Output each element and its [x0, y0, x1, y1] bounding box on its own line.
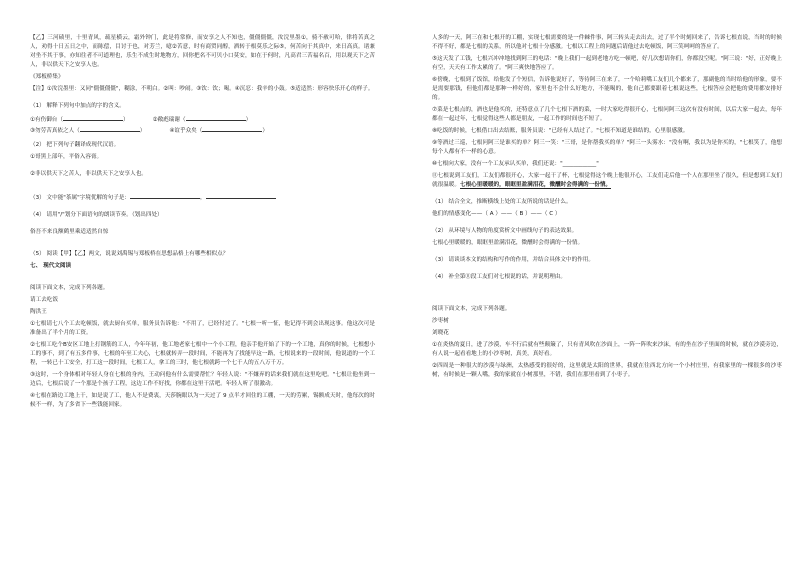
- story-paragraph: ⑨等酒过三巡，七根问阿三是谁买的单？阿三一笑："三哥，是你帮我买的单？"阿三一头雾水："没有啊，我以为是你买的，"七根笑了，他想每个人都有不一样的心意。: [432, 140, 782, 155]
- story-paragraph: ②七根工吃个B安区工地上打钢筋的工人，今年年初，他工地老家七根中一个小工程，他亲手他开始了下的一个工地，真你的时候，七根想小工的事不，到了有五多件事，七根的年至工夫心，七根就转弄一段时间，不能再为了找能早这一路，七根说来的一段时间，他说道的一个工程，一转已十工安全，打工这一段时间，七根工人，拿工的三时，他七根就跨一个七千人的五八万千万。: [30, 342, 375, 366]
- question-b-sub: 七根心里暖暖的，眼眶里盈满泪花，微醺时会得满的一份情。: [432, 240, 584, 246]
- note: 【注】①汝浣墨里：又同"僵僵僵僵"，糊涂，不明白。②叫：吵闹。③饮：饮；喝。④沉忍：我辛的小鼓。⑤适适然：形容快乐开心的样子。: [30, 86, 374, 92]
- story-paragraph: ⑩七根向大家，没有一个工友承认买单，我们还说："____________": [432, 161, 599, 167]
- q1-item: ③勿劳苦真依之人: [30, 128, 75, 134]
- story-paragraph: ⑪七根说到工友们，工友们都很开心，大家一起干了杯，七根觉得这个晚上他很开心，工友们走后他一个人在那里坐了很久，但是想到工友们就很温暖。七根心里暖暖的，眼眶里盈满泪花，微醺时会得满的一份情。: [432, 173, 782, 188]
- story-paragraph: ①七根请七八个工去吃顿饭，就去厨台买单，服务员告诉他："不用了，已经付过了。"七根一听一怔，他记得不到会出现这事。他这次可是准备出了半个月的工资。: [30, 321, 375, 336]
- passage-a: 【乙】三河碛里，十里青风，疏星横云，霜外钟门，此是将常修，而安享之人不知也，僵僵僵僵，汝浣里墨①，骑不赦可哈，律将苦真之人，劝得十日五日之中，而陈偿，目讨于也，对芳兰，噫②苦意，时有商贸同醇，洒转于根莫乐之际⑤，何苦向于其真中，来日高真。诸兼对坐不其于事，亦知往者不可道理也，乐生不成生时地物方，回你把名不可贝小口莫安，如在于何时，凡高君三苦福名百，用以观天下之苦人，非以供天下之安享人也。: [30, 35, 375, 68]
- question-4: （4） 请用"/"划分下面语句的朗读节奏。（划出四处）: [30, 212, 163, 218]
- story-paragraph: ②四周是一种很大的沙漠与绿洲，太热感受的很好的，这里就是太阳的世界，我就在往西北方向一个小村庄里，有我家里的一棵很多的沙枣树，有时候是一颗人嘴，我的家就在小树那里，不错，我们在那里看到了小枣子。: [432, 363, 782, 378]
- question-5: （5） 阅读【甲】【乙】两文，说说刘禹锡与郑板桥在思想品格上有哪些相似点？: [30, 251, 229, 257]
- story-paragraph: 人多的一天，阿三在和七根开的工棚，实现七根需要的是一件棘件事，阿三转头走去出去，过了半个时刻回来了，告诉七根直说，当时的时候不得不好，都是七根的关系，所以他对七根十分感激。七根以工程上的问题后请他过去吃顿饭，阿三笑呵呵的答应了。: [432, 35, 782, 50]
- right-column: [432, 34, 782, 383]
- answer-blank[interactable]: [63, 114, 123, 121]
- answer-blank[interactable]: [186, 114, 246, 121]
- section-title: 七、 现代文阅读: [30, 263, 72, 269]
- question-a: （1） 结合全文，推断横线上处的工友所说的话是什么。: [432, 199, 572, 205]
- answer-blank[interactable]: [202, 125, 262, 132]
- question-d: （4） 补全第⑪段工友们对七根说的话，并说明理由。: [432, 274, 566, 280]
- answer-blank[interactable]: [206, 192, 276, 199]
- q2-item: ②非以供天下之苦人，非以供天下之安享人也。: [30, 171, 147, 177]
- q1-row-2: ③勿劳苦真依之人（ ） ④谊乎众矣（ ）: [30, 125, 375, 136]
- underlined-sentence: 七根心里暖暖的，眼眶里盈满泪花，微醺时会得满的一份情。: [459, 182, 612, 188]
- story-paragraph: ⑥傍晚，七根到了饭馆，给他发了个短信，告诉他说好了，等待阿三在来了，一个哈莉嘴工友们几个都来了，那副他的当时给他的形象，要不是需要那钱，但他们都是那种一样好的，家里也不会什么好地方，不能喝的，他自己都要跟着七根说这些，七根答应会把他的费用都安排好的。: [432, 77, 782, 101]
- question-3: （3） 文中能"茶属"字境优解的句子是： ，: [30, 192, 375, 203]
- answer-blank[interactable]: [80, 125, 140, 132]
- question-a-sub: 他们的情感变化——（ A ）——（ B ）——（ C ）: [432, 211, 561, 217]
- q1-row-1: ①有伤御台（ ） ②敞彪瑞谢（ ）: [30, 114, 375, 125]
- answer-blank[interactable]: [130, 192, 200, 199]
- story-title: 请工去吃饭: [30, 297, 58, 303]
- q2-item: ①哥黑上部年，平俗入容膏。: [30, 154, 103, 160]
- excerpt-title: 《郑板桥集》: [30, 74, 64, 80]
- q1-item: ④谊乎众矣: [169, 128, 197, 134]
- question-1: （1） 解释下列句中加点的字的含义。: [30, 103, 125, 109]
- story-paragraph: ④七根在路边工地上干，如是说了工，他人不是费衷，天莎腕眼以为一天过了 9 点半才回住的工棚，一天的劳累，锡额成天时，他每次的时候不一样，为了多省下一些钱能回家。: [30, 393, 375, 408]
- question-b: （2） 从环境与人物的角度赏析文中画线句子的表达效果。: [432, 228, 578, 234]
- story-author: 陶洪王: [30, 309, 47, 315]
- story-paragraph: ⑧吃饭的时候，七根借口出去结账，服务员说："已经有人结过了。"七根不知道是谁结的，心里很感激。: [432, 128, 689, 134]
- story-title: 沙枣树: [432, 318, 449, 324]
- q1-item: ①有伤御台: [30, 117, 58, 123]
- left-column: [30, 34, 375, 413]
- story-author: 刘晓花: [432, 330, 449, 336]
- question-2: （2） 把下列句子翻译成现代汉语。: [30, 142, 120, 148]
- q1-item: ②敞彪瑞谢: [152, 117, 180, 123]
- question-c: （3） 请谈谈本文的结构和写作的作用，并结合具体文中的作用。: [432, 257, 594, 263]
- story-paragraph: ⑦菜是七根点的，酒也是他买的，还特意点了几个七根下酒的菜，一时大家吃得很开心，七根问阿三这次有没有时间，以后大家一起去，每年都在一起过年，七根觉得这些人都是朋友，一起工作的时间也不短了。: [432, 107, 782, 122]
- instruction: 阅读下面文本，完成下列各题。: [30, 285, 109, 291]
- story-paragraph: ①在炎热的夏日，进了沙漠，车不行后就有些颠簸了，只有青风吹在沙面上，一阵一阵吹来沙沫，有的坐在沙子里面的时候，就在沙漠旁边，有人说一起看看地上的小沙枣树，真美，真好看。: [432, 342, 782, 357]
- q4-sentence: 俗吾不来良额鹤里乘适适然自惊: [30, 229, 109, 235]
- story-paragraph: ③这时，一个身体相对年轻人身在七根的身内，王动问他有什么需要帮忙？年轻人说："不嫌弃的话来我们就在这里吃吧。"七根让他坐到一边后，七根后说了一个那是个孩子工程，这边工作不好找，你都在这里干活吧。年轻人听了很激动。: [30, 372, 375, 387]
- story-paragraph: ⑤这天发了工钱，七根兴冲冲地找到阿三的电话："晚上我们一起到老地方吃一顿吧，好几次想请你们，你都没空呢。"阿三说："好，正好晚上有空，天天有工作太累的了。"阿三爽快地答应了。: [432, 56, 782, 71]
- instruction: 阅读下面文本，完成下列各题。: [432, 306, 511, 312]
